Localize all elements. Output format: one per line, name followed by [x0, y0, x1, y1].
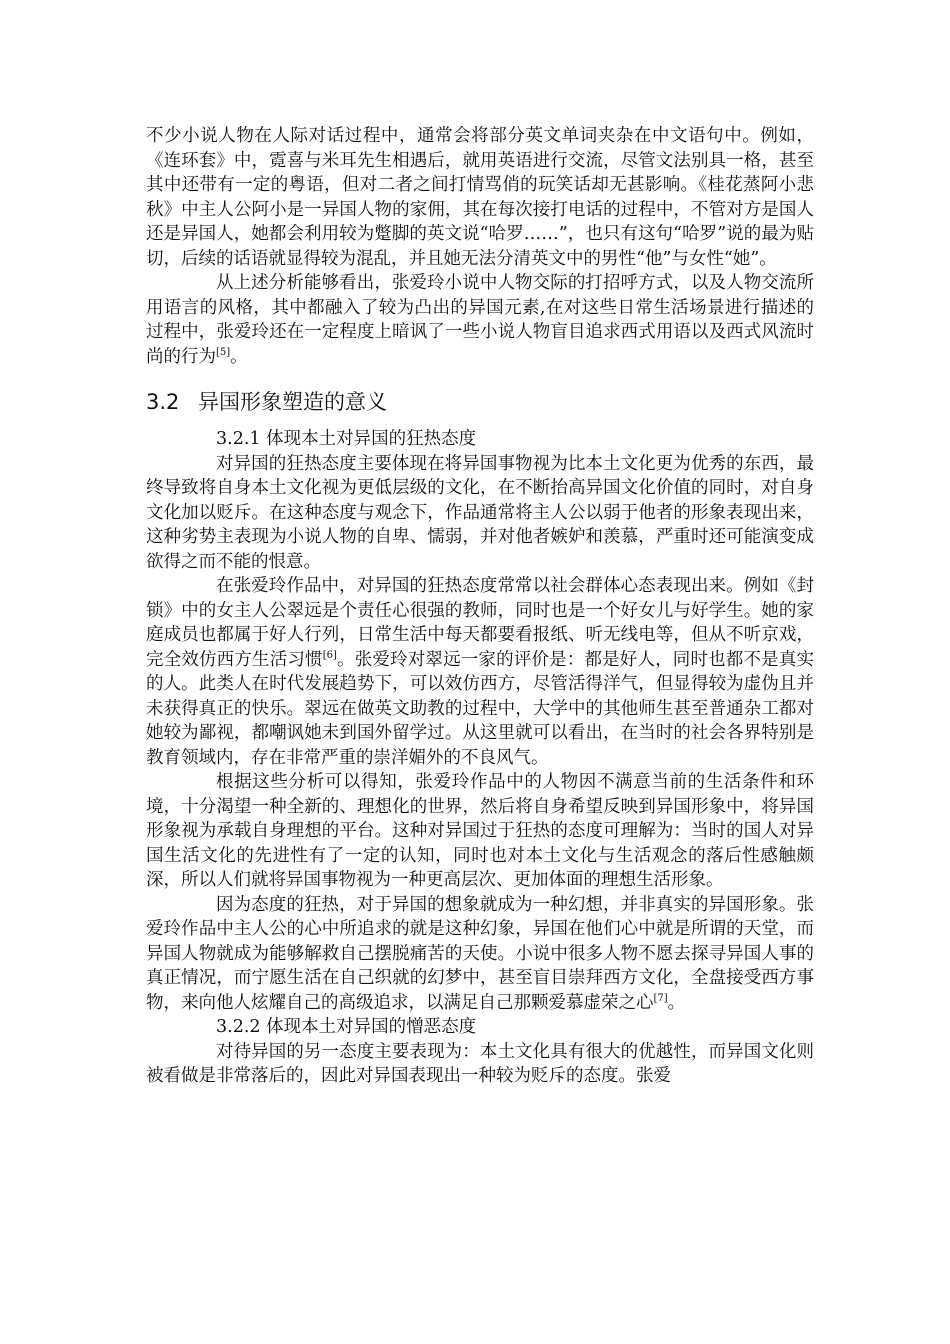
paragraph-foreign-dialogue — [146, 124, 814, 271]
section-title: 异国形象塑造的意义 — [198, 390, 387, 414]
paragraph-hostile-attitude — [146, 1040, 814, 1089]
paragraph-text: 因为态度的狂热，对于异国的想象就成为一种幻想，并非真实的异国形象。张爱玲作品中主人公的心中所追求的就是这种幻象，异国在他们心中就是所谓的天堂，而异国人物就成为能够解救自己摆脱痛苦的天使。小说中很多人物不愿去探寻异国人事的真正情况，而宁愿生活在自己织就的幻梦中，甚至盲目崇拜西方文化，全盘接受西方事物，来向他人炫耀自己的高级追求，以满足自己那颗爱慕虚荣之心 — [146, 894, 814, 1013]
paragraph-text-cont: 。张爱玲对翠远一家的评价是：都是好人，同时也都不是真实的人。此类人在时代发展趋势下，可以效仿西方，尽管活得洋气，但显得较为虚伪且并未获得真正的快乐。翠远在做英文助教的过程中，大学中的其他师生甚至普通杂工都对她较为鄙视，都嘲讽她未到国外留学过。从这里就可以看出，在当时的社会各界特别是教育领域内，存在非常严重的崇洋媚外的不良风气。 — [146, 649, 815, 768]
paragraph-end: 。 — [230, 346, 248, 367]
paragraph-fanatic-attitude — [146, 452, 814, 575]
citation-ref: [7] — [653, 992, 668, 1004]
paragraph-text: 对待异国的另一态度主要表现为：本土文化具有很大的优越性，而异国文化则被看做是非常落后的，因此对异国表现出一种较为贬斥的态度。张爱 — [146, 1041, 814, 1086]
paragraph-social-mentality — [146, 574, 814, 770]
paragraph-text: 从上述分析能够看出，张爱玲小说中人物交际的打招呼方式，以及人物交流所用语言的风格，其中都融入了较为凸出的异国元素,在对这些日常生活场景进行描述的过程中，张爱玲还在一定程度上暗讽了一些小说人物盲目追求西式用语以及西式风流时尚的行为 — [146, 273, 814, 367]
paragraph-text: 在张爱玲作品中，对异国的狂热态度常常以社会群体心态表现出来。例如《封锁》中的女主人公翠远是个责任心很强的教师，同时也是一个好女儿与好学生。她的家庭成员也都属于好人行列，日常生活中每天都要看报纸、听无线电等，但从不听京戏，完全效仿西方生活习惯 — [146, 576, 814, 670]
section-heading — [146, 387, 814, 417]
paragraph-end: 。 — [667, 992, 686, 1013]
paragraph-text: 根据这些分析可以得知，张爱玲作品中的人物因不满意当前的生活条件和环境，十分渴望一种全新的、理想化的世界，然后将自身希望反映到异国形象中，将异国形象视为承载自身理想的平台。这种对异国过于狂热的态度可理解为：当时的国人对异国生活文化的先进性有了一定的认知，同时也对本土文化与生活观念的落后性感触颇深，所以人们就将异国事物视为一种更高层次、更加体面的理想生活形象。 — [146, 772, 814, 890]
citation-ref: [6] — [322, 649, 337, 661]
document-page — [146, 124, 814, 1089]
citation-ref: [5] — [216, 346, 231, 358]
subsection-heading-1: 3.2.1 体现本土对异国的狂热态度 — [216, 429, 477, 449]
paragraph-illusion — [146, 893, 814, 1016]
paragraph-text: 不少小说人物在人际对话过程中，通常会将部分英文单词夹杂在中文语句中。例如，《连环套》中，霓喜与米耳先生相遇后，就用英语进行交流，尽管文法别具一格，甚至其中还带有一定的粤语，但对二者之间打情骂俏的玩笑话却无甚影响。《桂花蒸阿小悲秋》中主人公阿小是一异国人物的家佣，其在每次接打电话的过程中，不管对方是国人还是异国人，她都会利用较为蹩脚的英文说“哈罗……”，也只有这句“哈罗”说的最为贴切，后续的话语就显得较为混乱，并且她无法分清英文中的男性“他”与女性“她”。 — [146, 126, 814, 269]
subsection-heading-2: 3.2.2 体现本土对异国的憎恶态度 — [216, 1017, 477, 1037]
paragraph-text: 对异国的狂热态度主要体现在将异国事物视为比本土文化更为优秀的东西，最终导致将自身本土文化视为更低层级的文化，在不断抬高异国文化价值的同时，对自身文化加以贬斥。在这种态度与观念下，作品通常将主人公以弱于他者的形象表现出来，这种劣势主表现为小说人物的自卑、懦弱，并对他者嫉妒和羡慕，严重时还可能演变成欲得之而不能的恨意。 — [146, 453, 814, 572]
paragraph-analysis — [146, 770, 814, 893]
section-number: 3.2 — [146, 390, 180, 414]
paragraph-summary — [146, 271, 814, 369]
